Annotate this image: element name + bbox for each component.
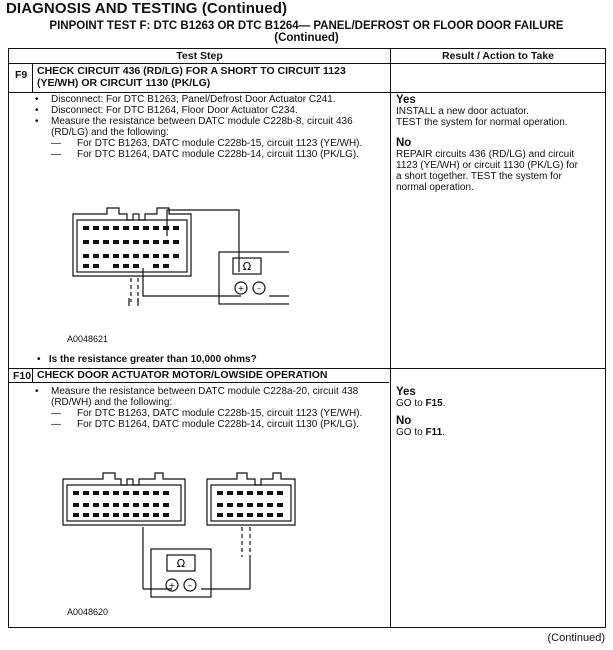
f9-no-label: No <box>396 137 412 149</box>
f9-wiring-diagram <box>69 206 289 314</box>
f10-yes-label: Yes <box>396 386 416 398</box>
f9-id-divider <box>32 63 33 92</box>
f10-ohm-symbol: Ω <box>176 557 186 570</box>
continued-footer: (Continued) <box>547 632 605 644</box>
f9-yes-action-2: TEST the system for normal operation. <box>396 117 568 128</box>
f10-no-action: GO to F11. <box>396 427 445 438</box>
f10-wiring-diagram <box>59 471 349 603</box>
test-table <box>8 48 606 628</box>
f9-no-action: REPAIR circuits 436 (RD/LG) and circuit <box>396 149 575 160</box>
f9-dash-item: — For DTC B1263, DATC module C228b-15, circuit 1123 (YE/WH). <box>51 138 383 149</box>
f9-yes-label: Yes <box>396 94 416 106</box>
f9-no-action: normal operation. <box>396 182 474 193</box>
f9-title-divider <box>9 92 605 93</box>
header-test-step: Test Step <box>176 50 223 62</box>
f9-yes-action-1: INSTALL a new door actuator. <box>396 106 529 117</box>
page-heading: DIAGNOSIS AND TESTING (Continued) <box>6 0 288 17</box>
f10-dash-item: — For DTC B1264, DATC module C228b-14, circuit 1130 (PK/LG). <box>51 419 383 430</box>
step-id-f9: F9 <box>15 69 28 81</box>
link-f15: F15 <box>425 398 443 409</box>
f9-figure-id: A0048621 <box>67 334 109 344</box>
f10-results <box>396 386 601 438</box>
test-title-line1: PINPOINT TEST F: DTC B1263 OR DTC B1264— PANEL/DEFROST OR FLOOR DOOR FAILURE <box>49 20 564 32</box>
f9-results <box>396 94 601 193</box>
f10-instructions <box>33 386 383 430</box>
f10-yes-action: GO to F15. <box>396 398 446 409</box>
f10-figure-id: A0048620 <box>67 607 109 617</box>
f10-dash-item: — For DTC B1263, DATC module C228b-15, circuit 1123 (YE/WH). <box>51 408 383 419</box>
column-divider <box>390 49 391 627</box>
step-title-f9: CHECK CIRCUIT 436 (RD/LG) FOR A SHORT TO CIRCUIT 1123 (YE/WH) OR CIRCUIT 1130 (PK/LG) <box>37 65 346 89</box>
f9-bullet: • Measure the resistance between DATC module C228b-8, circuit 436 (RD/LG) and the following: <box>33 116 383 138</box>
f10-id-divider <box>32 368 33 382</box>
svg-text:–: – <box>188 581 192 590</box>
step-title-f10: CHECK DOOR ACTUATOR MOTOR/LOWSIDE OPERATION <box>37 369 328 381</box>
f9-bullet: • Disconnect: For DTC B1264, Floor Door Actuator C234. <box>33 105 383 116</box>
pinpoint-test-title <box>0 20 613 44</box>
f9-instructions <box>33 94 383 160</box>
f9-question: • Is the resistance greater than 10,000 ohms? <box>37 354 257 365</box>
f9-no-action: 1123 (YE/WH) or circuit 1130 (PK/LG) for <box>396 160 578 171</box>
link-f11: F11 <box>425 427 443 438</box>
f10-no-label: No <box>396 415 412 427</box>
f10-bullet: • Measure the resistance between DATC module C228a-20, circuit 438 (RD/WH) and the following: <box>33 386 383 408</box>
f9-ohm-symbol: Ω <box>242 260 252 273</box>
f9-no-action: a short together. TEST the system for <box>396 171 562 182</box>
f9-dash-item: — For DTC B1264, DATC module C228b-14, circuit 1130 (PK/LG). <box>51 149 383 160</box>
f10-title-divider <box>9 382 389 383</box>
test-title-line2: (Continued) <box>274 32 339 44</box>
header-divider <box>9 63 605 64</box>
svg-text:–: – <box>257 284 261 293</box>
svg-text:+: + <box>237 284 245 293</box>
step-id-f10: F10 <box>13 370 32 382</box>
svg-text:+: + <box>168 581 176 590</box>
f9-bullet: • Disconnect: For DTC B1263, Panel/Defrost Door Actuator C241. <box>33 94 383 105</box>
header-result-action: Result / Action to Take <box>441 50 554 62</box>
